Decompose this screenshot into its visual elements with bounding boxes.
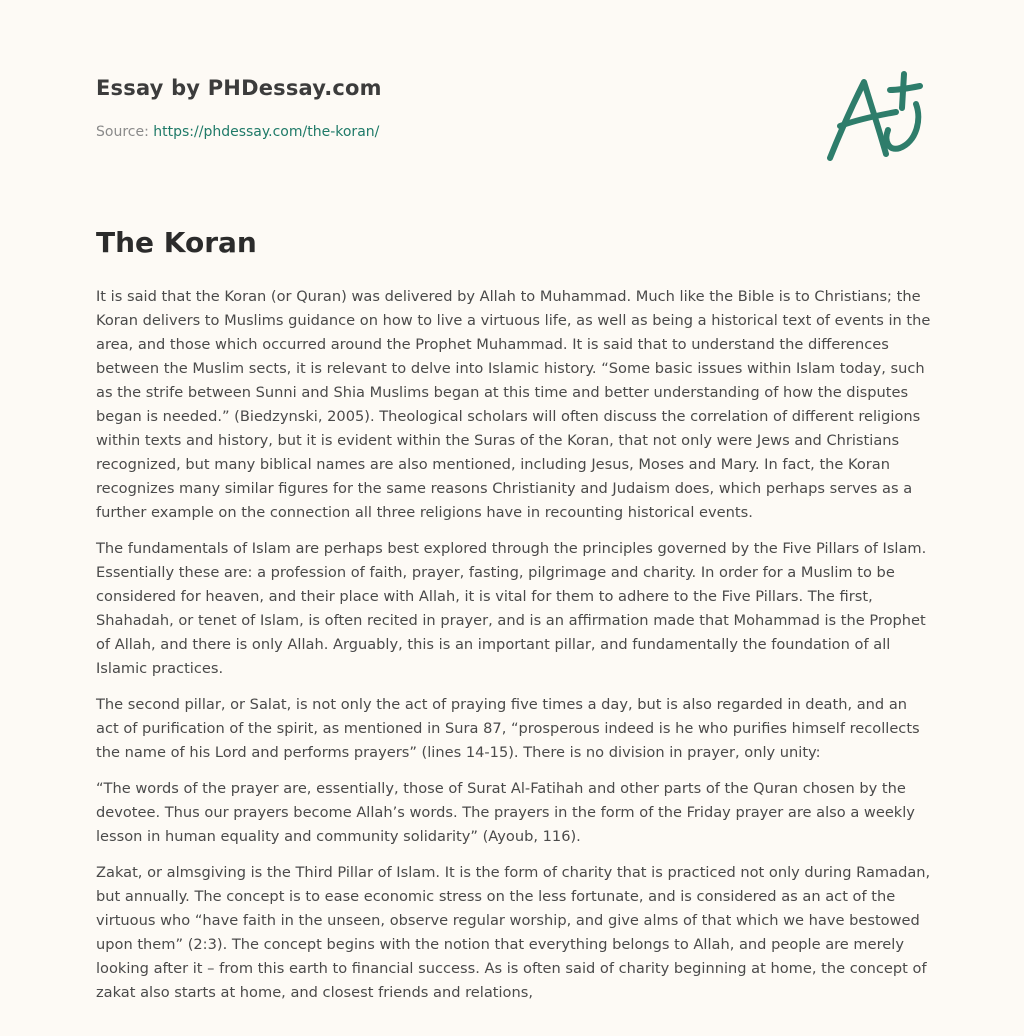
essay-title: The Koran: [96, 226, 257, 259]
site-name: Essay by PHDessay.com: [96, 76, 382, 100]
source-line: [96, 124, 379, 140]
a-plus-grade-icon: [824, 68, 928, 164]
source-label: Source:: [96, 124, 154, 140]
essay-paragraph: It is said that the Koran (or Quran) was delivered by Allah to Muhammad. Much like the Bible is to Christians; the Koran delivers to Muslims guidance on how to live a virtuous life, as well as being a historical text of events in the area, and those which occurred around the Prophet Muhammad. It is said that to understand the differences between the Muslim sects, it is relevant to delve into Islamic history. “Some basic issues within Islam today, such as the strife between Sunni and Shia Muslims began at this time and better understanding of how the disputes began is needed.” (Biedzynski, 2005). Theological scholars will often discuss the correlation of different religions within texts and history, but it is evident within the Suras of the Koran, that not only were Jews and Christians recognized, but many biblical names are also mentioned, including Jesus, Moses and Mary. In fact, the Koran recognizes many similar figures for the same reasons Christianity and Judaism does, which perhaps serves as a further example on the connection all three religions have in recounting historical events.: [96, 288, 931, 521]
essay-paragraph: The fundamentals of Islam are perhaps best explored through the principles governed by the Five Pillars of Islam. Essentially these are: a profession of faith, prayer, fasting, pilgrimage and charity. In order for a Muslim to be considered for heaven, and their place with Allah, it is vital for them to adhere to the Five Pillars. The first, Shahadah, or tenet of Islam, is often recited in prayer, and is an affirmation made that Mohammad is the Prophet of Allah, and there is only Allah. Arguably, this is an important pillar, and fundamentally the foundation of all Islamic practices.: [96, 540, 927, 677]
essay-body: [96, 285, 932, 1017]
essay-page: [96, 0, 936, 1036]
essay-paragraph: The second pillar, or Salat, is not only the act of praying five times a day, but is also regarded in death, and an act of purification of the spirit, as mentioned in Sura 87, “prosperous indeed is he who purifies himself recollects the name of his Lord and performs prayers” (lines 14-15). There is no division in prayer, only unity:: [96, 696, 920, 761]
essay-paragraph: “The words of the prayer are, essentially, those of Surat Al-Fatihah and other parts of the Quran chosen by the devotee. Thus our prayers become Allah’s words. The prayers in the form of the Friday prayer are also a weekly lesson in human equality and community solidarity” (Ayoub, 116).: [96, 780, 915, 845]
essay-paragraph: Zakat, or almsgiving is the Third Pillar of Islam. It is the form of charity that is practiced not only during Ramadan, but annually. The concept is to ease economic stress on the less fortunate, and is considered as an act of the virtuous who “have faith in the unseen, observe regular worship, and give alms of that which we have bestowed upon them” (2:3). The concept begins with the notion that everything belongs to Allah, and people are merely looking after it – from this earth to financial success. As is often said of charity beginning at home, the concept of zakat also starts at home, and closest friends and relations,: [96, 864, 931, 1001]
source-link[interactable]: https://phdessay.com/the-koran/: [153, 124, 380, 140]
